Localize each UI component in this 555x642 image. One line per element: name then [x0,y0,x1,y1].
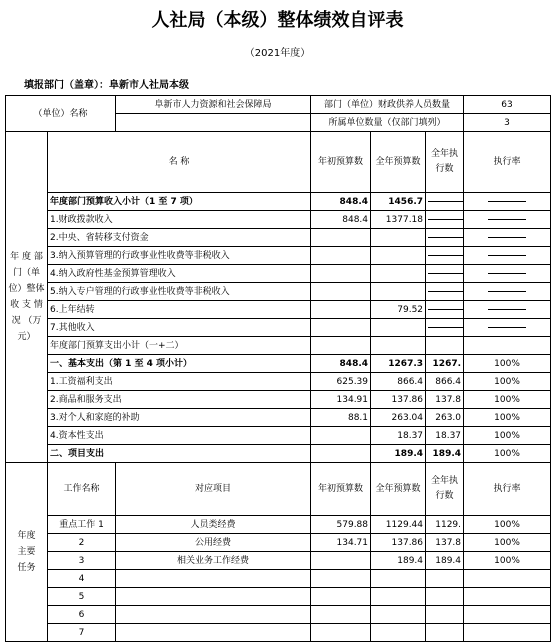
task-name: 7 [48,624,116,642]
row-initial: 134.91 [311,391,371,409]
task-full: 1129.44 [371,516,426,534]
task-exec: 137.8 [426,534,464,552]
row-full: 263.04 [371,409,426,427]
task-initial: 134.71 [311,534,371,552]
row-full [371,337,426,355]
row-rate [464,283,551,301]
section2-header [6,463,551,516]
row-full: 137.86 [371,391,426,409]
evaluation-table [5,95,551,642]
row-rate: 100% [464,391,551,409]
task-initial [311,606,371,624]
task-full: 189.4 [371,552,426,570]
header-exec: 全年执行数 [426,132,464,193]
row-name: 4.纳入政府性基金预算管理收入 [48,265,311,283]
task-row [6,624,551,642]
section1-row [6,445,551,463]
row-rate: 100% [464,427,551,445]
task-rate: 100% [464,516,551,534]
row-name: 6.上年结转 [48,301,311,319]
row-full [371,229,426,247]
row-name: 年度部门预算收入小计（1 至 7 项） [48,193,311,211]
header-initial: 年初预算数 [311,132,371,193]
row-rate [464,247,551,265]
section1-row [6,319,551,337]
dash-line [488,273,526,274]
row-full: 1267.3 [371,355,426,373]
row-full: 1456.7 [371,193,426,211]
row-initial: 625.39 [311,373,371,391]
row-initial [311,265,371,283]
section1-row [6,391,551,409]
row-exec [426,319,464,337]
row-exec [426,247,464,265]
header-name: 名 称 [48,132,311,193]
row-exec [426,265,464,283]
row-initial [311,337,371,355]
task-full [371,606,426,624]
task-item [116,624,311,642]
row-full [371,283,426,301]
dash-line [428,327,464,328]
row-initial [311,301,371,319]
header-task: 工作名称 [48,463,116,516]
task-initial [311,588,371,606]
header-full: 全年预算数 [371,132,426,193]
task-exec: 1129. [426,516,464,534]
row-name: 5.纳入专户管理的行政事业性收费等非税收入 [48,283,311,301]
page-title: 人社局（本级）整体绩效自评表 [151,10,404,31]
row-exec: 137.8 [426,391,464,409]
row-initial: 848.4 [311,355,371,373]
subunit-count-label: 所属单位数量（仅部门填列） [311,114,464,132]
task-exec [426,606,464,624]
row-rate: 100% [464,445,551,463]
row-full: 18.37 [371,427,426,445]
task-rate: 100% [464,534,551,552]
row-exec: 866.4 [426,373,464,391]
row-initial: 848.4 [311,193,371,211]
section1-header [6,132,551,193]
task-item [116,588,311,606]
task-row [6,588,551,606]
header-full: 全年预算数 [371,463,426,516]
dash-line [428,201,464,202]
task-rate [464,570,551,588]
dash-line [488,291,526,292]
row-initial [311,319,371,337]
row-rate: 100% [464,373,551,391]
row-name: 2.中央、省转移支付资金 [48,229,311,247]
filler-label: 填报部门（盖章）： [24,80,109,91]
task-item: 人员类经费 [116,516,311,534]
row-full: 1377.18 [371,211,426,229]
header-rate: 执行率 [464,463,551,516]
row-name: 4.资本性支出 [48,427,311,445]
section1-row [6,265,551,283]
task-initial: 579.88 [311,516,371,534]
unit-name-blank [116,114,311,132]
task-name: 3 [48,552,116,570]
row-exec: 263.0 [426,409,464,427]
row-exec: 18.37 [426,427,464,445]
dash-line [428,309,464,310]
row-full [371,265,426,283]
section1-row [6,409,551,427]
row-initial [311,283,371,301]
row-initial: 88.1 [311,409,371,427]
task-full [371,624,426,642]
dash-line [428,273,464,274]
section1-row [6,283,551,301]
section1-row [6,373,551,391]
row-initial [311,247,371,265]
row-rate [464,301,551,319]
task-initial [311,552,371,570]
row-full [371,247,426,265]
dash-line [428,219,464,220]
row-name: 1.财政拨款收入 [48,211,311,229]
row-name: 3.纳入预算管理的行政事业性收费等非税收入 [48,247,311,265]
section1-row [6,355,551,373]
subunit-count-value: 3 [464,114,551,132]
row-full: 79.52 [371,301,426,319]
task-row [6,552,551,570]
row-rate [464,337,551,355]
row-rate: 100% [464,355,551,373]
row-name: 7.其他收入 [48,319,311,337]
row-rate [464,229,551,247]
task-item: 公用经费 [116,534,311,552]
task-name: 5 [48,588,116,606]
row-exec [426,283,464,301]
staff-count-label: 部门（单位）财政供养人员数量 [311,96,464,114]
row-initial: 848.4 [311,211,371,229]
task-name: 4 [48,570,116,588]
row-name: 二、项目支出 [48,445,311,463]
section1-row [6,229,551,247]
task-name: 6 [48,606,116,624]
task-row [6,516,551,534]
header-exec: 全年执行数 [426,463,464,516]
row-full [371,319,426,337]
year-label: （2021年度） [244,48,311,59]
section1-row [6,211,551,229]
task-exec: 189.4 [426,552,464,570]
dash-line [488,309,526,310]
dash-line [428,255,464,256]
section1-row [6,301,551,319]
section1-row [6,337,551,355]
row-initial [311,427,371,445]
task-item: 相关业务工作经费 [116,552,311,570]
row-name: 3.对个人和家庭的补助 [48,409,311,427]
task-name: 2 [48,534,116,552]
header-initial: 年初预算数 [311,463,371,516]
row-rate [464,211,551,229]
row-full: 189.4 [371,445,426,463]
filler-line [24,76,189,91]
task-row [6,606,551,624]
dash-line [488,255,526,256]
row-exec [426,301,464,319]
task-initial [311,624,371,642]
task-full: 137.86 [371,534,426,552]
staff-count-value: 63 [464,96,551,114]
task-rate [464,588,551,606]
task-item [116,606,311,624]
task-name: 重点工作 1 [48,516,116,534]
filler-value: 阜新市人社局本级 [109,80,189,91]
task-rate: 100% [464,552,551,570]
task-exec [426,570,464,588]
dash-line [428,291,464,292]
row-rate [464,319,551,337]
task-exec [426,588,464,606]
row-exec: 189.4 [426,445,464,463]
section1-row [6,427,551,445]
section1-row [6,193,551,211]
task-rate [464,606,551,624]
unit-name-label: （单位）名称 [6,96,116,132]
task-full [371,588,426,606]
task-full [371,570,426,588]
row-rate [464,193,551,211]
row-rate: 100% [464,409,551,427]
dash-line [488,237,526,238]
task-rate [464,624,551,642]
row-name: 1.工资福利支出 [48,373,311,391]
dash-line [488,201,526,202]
row-name: 一、基本支出（第 1 至 4 项小计） [48,355,311,373]
row-rate [464,265,551,283]
unit-row-1 [6,96,551,114]
row-full: 866.4 [371,373,426,391]
row-exec: 1267. [426,355,464,373]
task-row [6,534,551,552]
task-exec [426,624,464,642]
section1-row [6,247,551,265]
task-item [116,570,311,588]
row-initial [311,445,371,463]
section1-side-label: 年 度 部门（单位）整体收 支 情 况 （万元） [6,132,48,463]
row-exec [426,229,464,247]
task-row [6,570,551,588]
dash-line [488,327,526,328]
header-item: 对应项目 [116,463,311,516]
section2-side-label: 年度主要任务 [6,463,48,642]
dash-line [428,237,464,238]
dash-line [488,219,526,220]
row-name: 2.商品和服务支出 [48,391,311,409]
row-initial [311,229,371,247]
unit-name-value: 阜新市人力资源和社会保障局 [116,96,311,114]
row-exec [426,193,464,211]
row-exec [426,211,464,229]
header-rate: 执行率 [464,132,551,193]
row-name: 年度部门预算支出小计（一+二） [48,337,311,355]
row-exec [426,337,464,355]
task-initial [311,570,371,588]
